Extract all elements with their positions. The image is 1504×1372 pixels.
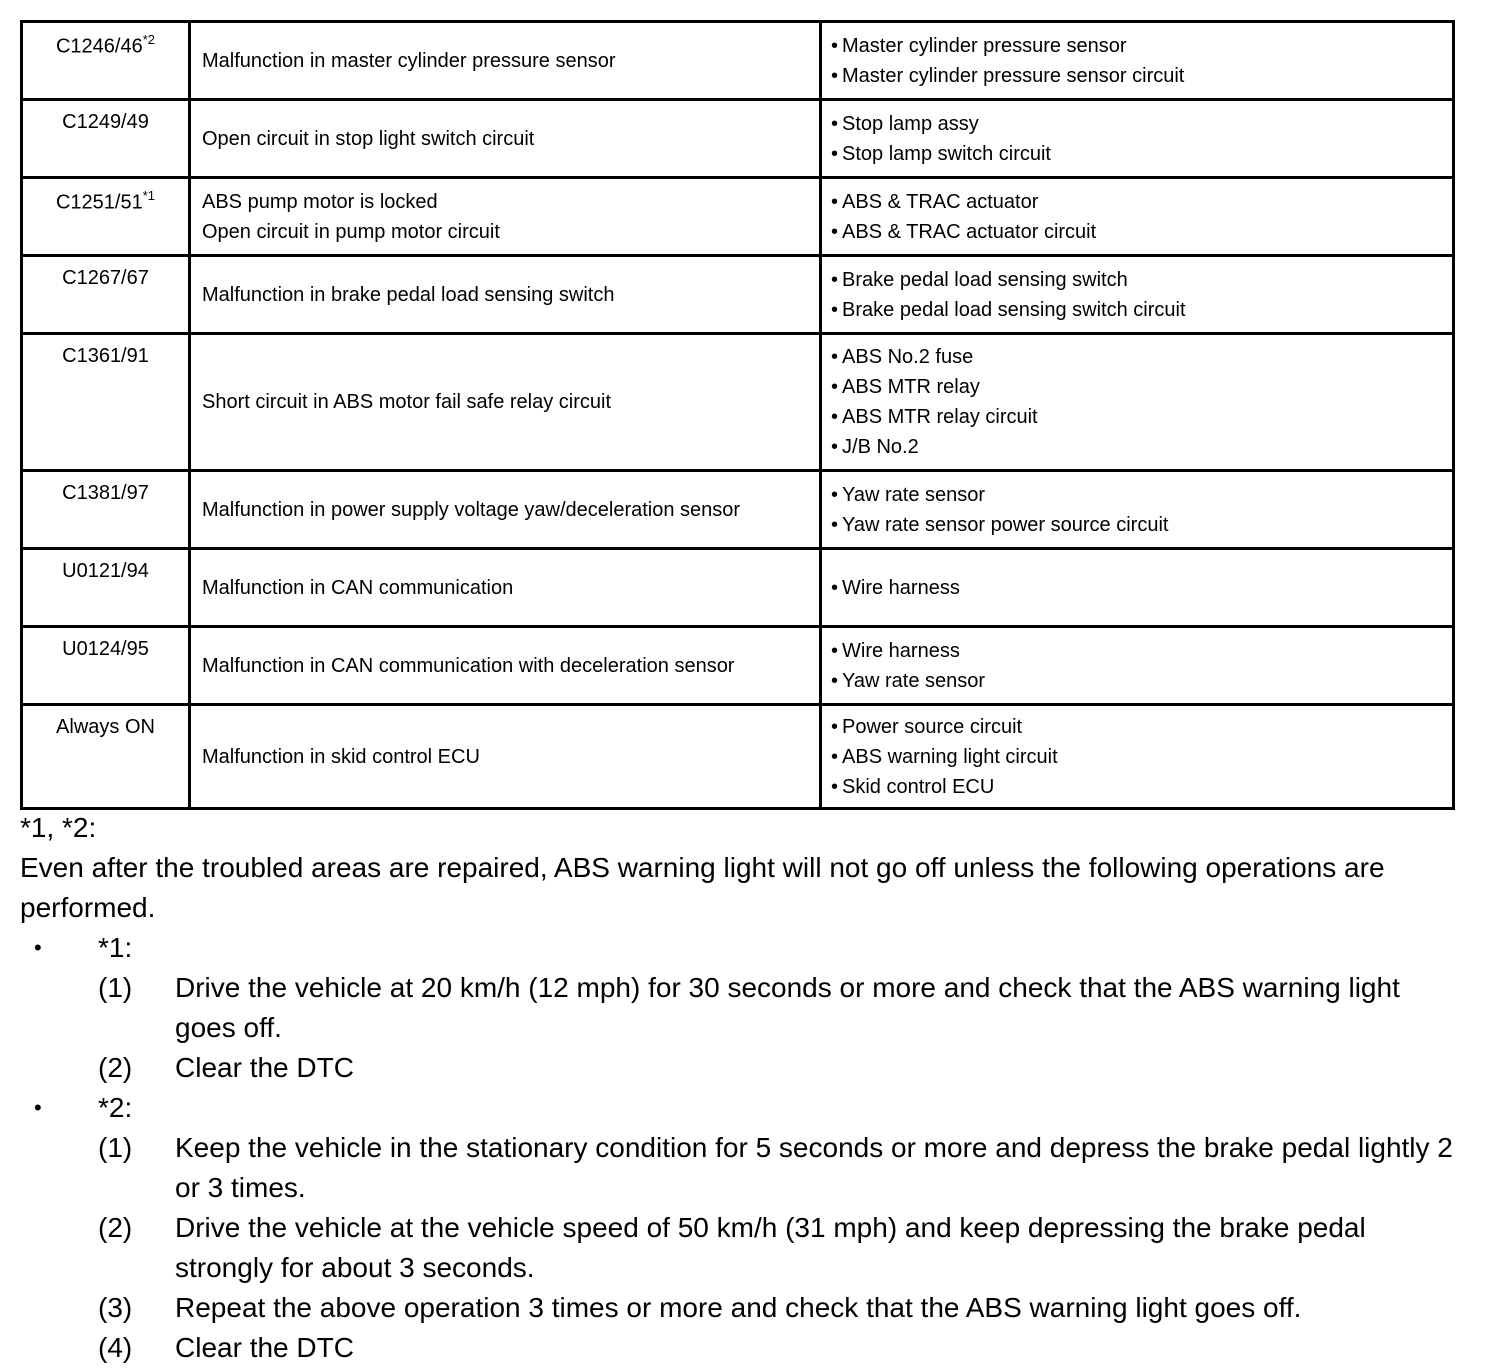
- note-step: [20, 968, 1460, 1048]
- dtc-code: C1267/67: [62, 267, 149, 289]
- table-row: [22, 22, 1454, 100]
- dtc-code: C1249/49: [62, 111, 149, 133]
- dtc-code: U0121/94: [62, 560, 149, 582]
- bullet-icon: •: [34, 1095, 42, 1120]
- detection-item-text: Malfunction in CAN communication: [202, 576, 514, 599]
- trouble-area-cell: [821, 549, 1454, 627]
- dtc-code: U0124/95: [62, 638, 149, 660]
- detection-item-cell: [190, 627, 821, 705]
- note-bullet: [20, 928, 1460, 968]
- detection-item-text: ABS pump motor is locked: [202, 190, 438, 213]
- step-number: (4): [98, 1332, 133, 1363]
- dtc-code-cell: [22, 549, 190, 627]
- dtc-code: Always ON: [56, 716, 155, 738]
- trouble-area-item: • Wire harness: [831, 636, 1452, 666]
- trouble-area-cell: [821, 705, 1454, 809]
- step-text: Drive the vehicle at the vehicle speed of 50 km/h (31 mph) and keep depressing the brake pedal strongly for about 3 seconds.: [175, 1212, 1366, 1283]
- trouble-area-item: • Yaw rate sensor power source circuit: [831, 510, 1452, 540]
- table-row: [22, 100, 1454, 178]
- trouble-area-item: • Brake pedal load sensing switch: [831, 265, 1452, 295]
- dtc-code-cell: [22, 471, 190, 549]
- trouble-area-item: • ABS & TRAC actuator circuit: [831, 217, 1452, 247]
- dtc-code-cell: [22, 22, 190, 100]
- detection-item-cell: [190, 705, 821, 809]
- detection-item-cell: [190, 549, 821, 627]
- detection-item-text: Malfunction in skid control ECU: [202, 745, 480, 768]
- step-text: Clear the DTC: [175, 1052, 354, 1083]
- detection-item-cell: [190, 334, 821, 471]
- notes-groups: [20, 928, 1460, 1368]
- trouble-area-item: • Yaw rate sensor: [831, 666, 1452, 696]
- trouble-area-item: • Master cylinder pressure sensor: [831, 31, 1452, 61]
- trouble-area-cell: [821, 471, 1454, 549]
- detection-item-text: Malfunction in CAN communication with deceleration sensor: [202, 654, 735, 677]
- trouble-area-item: • ABS No.2 fuse: [831, 342, 1452, 372]
- note-step: [20, 1288, 1460, 1328]
- table-row: [22, 334, 1454, 471]
- table-row: [22, 549, 1454, 627]
- step-text: Clear the DTC: [175, 1332, 354, 1363]
- step-text: Repeat the above operation 3 times or more and check that the ABS warning light goes off.: [175, 1292, 1302, 1323]
- note-group-label: *2:: [98, 1092, 133, 1123]
- note-step: [20, 1048, 1460, 1088]
- detection-item-text: Short circuit in ABS motor fail safe relay circuit: [202, 391, 612, 413]
- detection-item-text: Open circuit in stop light switch circuit: [202, 127, 535, 150]
- notes-section: [20, 808, 1460, 1368]
- step-text: Keep the vehicle in the stationary condition for 5 seconds or more and depress the brake pedal lightly 2 or 3 times.: [175, 1132, 1453, 1203]
- detection-item-text: Open circuit in pump motor circuit: [202, 220, 500, 243]
- dtc-code: C1361/91: [62, 345, 149, 367]
- trouble-area-item: • Stop lamp switch circuit: [831, 139, 1452, 169]
- trouble-area-item: • ABS & TRAC actuator: [831, 187, 1452, 217]
- dtc-code-cell: [22, 256, 190, 334]
- table-row: [22, 627, 1454, 705]
- note-step: [20, 1328, 1460, 1368]
- detection-item-cell: [190, 22, 821, 100]
- step-number: (2): [98, 1212, 133, 1243]
- trouble-area-item: • Power source circuit: [831, 712, 1452, 742]
- detection-item-cell: [190, 471, 821, 549]
- dtc-code-cell: [22, 627, 190, 705]
- trouble-area-item: • ABS MTR relay: [831, 372, 1452, 402]
- trouble-area-item: • ABS warning light circuit: [831, 742, 1452, 772]
- note-bullet: [20, 1088, 1460, 1128]
- table-row: [22, 705, 1454, 809]
- dtc-code: C1381/97: [62, 482, 149, 504]
- dtc-code-cell: [22, 178, 190, 256]
- trouble-area-item: • Wire harness: [831, 573, 1452, 603]
- trouble-area-cell: [821, 627, 1454, 705]
- step-number: (1): [98, 1132, 133, 1163]
- trouble-area-cell: [821, 256, 1454, 334]
- trouble-area-item: • Master cylinder pressure sensor circuit: [831, 61, 1452, 91]
- detection-item-text: Malfunction in brake pedal load sensing switch: [202, 283, 615, 306]
- trouble-area-item: • Skid control ECU: [831, 772, 1452, 802]
- trouble-area-cell: [821, 178, 1454, 256]
- step-number: (3): [98, 1292, 133, 1323]
- table-row: [22, 471, 1454, 549]
- notes-intro: Even after the troubled areas are repaired, ABS warning light will not go off unless the following operations are performed.: [20, 852, 1385, 923]
- trouble-area-cell: [821, 22, 1454, 100]
- detection-item-cell: [190, 178, 821, 256]
- note-step: [20, 1208, 1460, 1288]
- trouble-area-cell: [821, 100, 1454, 178]
- detection-item-cell: [190, 100, 821, 178]
- dtc-code: C1251/51: [55, 191, 143, 214]
- dtc-footnote-marker: *2: [142, 32, 156, 47]
- detection-item-text: Malfunction in power supply voltage yaw/deceleration sensor: [202, 498, 741, 521]
- step-number: (2): [98, 1052, 133, 1083]
- detection-item-cell: [190, 256, 821, 334]
- dtc-footnote-marker: *1: [142, 188, 156, 203]
- trouble-area-item: • J/B No.2: [831, 432, 1452, 462]
- table-row: [22, 178, 1454, 256]
- bullet-icon: •: [34, 935, 42, 960]
- dtc-table: [20, 20, 1455, 810]
- step-number: (1): [98, 972, 133, 1003]
- trouble-area-item: • Yaw rate sensor: [831, 480, 1452, 510]
- dtc-code-cell: [22, 100, 190, 178]
- dtc-code: C1246/46: [55, 35, 143, 58]
- trouble-area-item: • ABS MTR relay circuit: [831, 402, 1452, 432]
- trouble-area-item: • Stop lamp assy: [831, 109, 1452, 139]
- note-step: [20, 1128, 1460, 1208]
- trouble-area-item: • Brake pedal load sensing switch circuit: [831, 295, 1452, 325]
- detection-item-text: Malfunction in master cylinder pressure sensor: [202, 49, 616, 72]
- notes-heading: *1, *2:: [20, 812, 97, 843]
- dtc-code-cell: [22, 334, 190, 471]
- trouble-area-cell: [821, 334, 1454, 471]
- note-group-label: *1:: [98, 932, 133, 963]
- step-text: Drive the vehicle at 20 km/h (12 mph) for 30 seconds or more and check that the ABS warning light goes off.: [175, 972, 1400, 1043]
- table-row: [22, 256, 1454, 334]
- dtc-code-cell: [22, 705, 190, 809]
